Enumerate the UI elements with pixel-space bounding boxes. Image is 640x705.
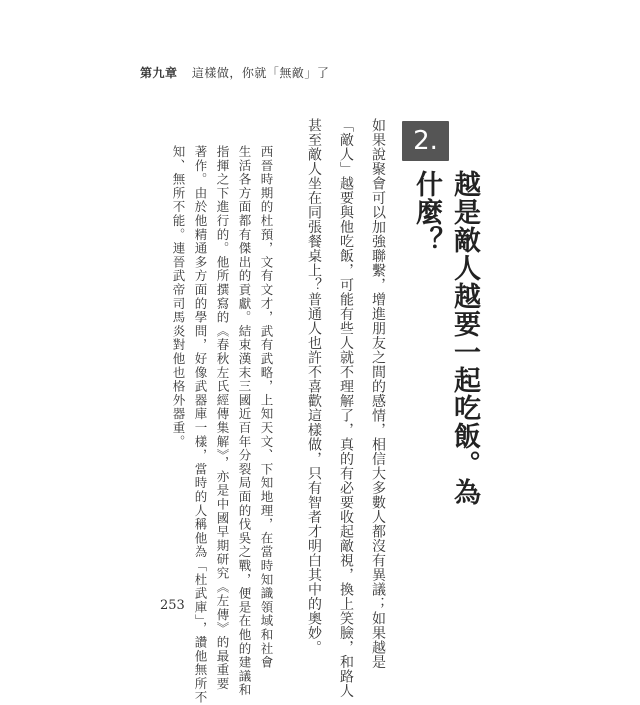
section-title: 越是敵人越要一起吃飯。為什麼？ [411,170,480,506]
body-column-2: 「敵人」越要與他吃飯，可能有些人就不理解了，真的有必要收起敵視，換上笑臉，和路人 [338,118,354,698]
section-number-badge: 2. [402,121,449,161]
note-column-1: 西晉時期的杜預，文有文才，武有武略，上知天文、下知地理，在當時知識領域和社會 [259,145,274,670]
page-number: 253 [160,598,185,613]
body-column-3: 甚至敵人坐在同張餐桌上？普通人也許不喜歡這樣做，只有智者才明白其中的奧妙。 [306,118,322,655]
note-column-4: 著作。由於他精通多方面的學問，好像武器庫一樣，當時的人稱他為「杜武庫」，讚他無所不 [193,145,208,705]
note-column-2: 生活各方面都有傑出的貢獻。結束漢末三國近百年分裂局面的伐吳之戰，便是在他的建議和 [237,145,252,697]
note-column-3: 指揮之下進行的。他所撰寫的《春秋左氏經傳集解》，亦是中國早期研究《左傳》的最重要 [215,145,230,691]
body-column-1: 如果說聚會可以加強聯繫，增進朋友之間的感情，相信大多數人都沒有異議；如果越是 [370,118,386,669]
note-column-5: 知、無所不能。連晉武帝司馬炎對他也格外器重。 [171,145,186,449]
chapter-number: 第九章 [140,66,178,80]
chapter-title: 這樣做，你就「無敵」了 [191,66,330,80]
running-header [140,64,329,81]
